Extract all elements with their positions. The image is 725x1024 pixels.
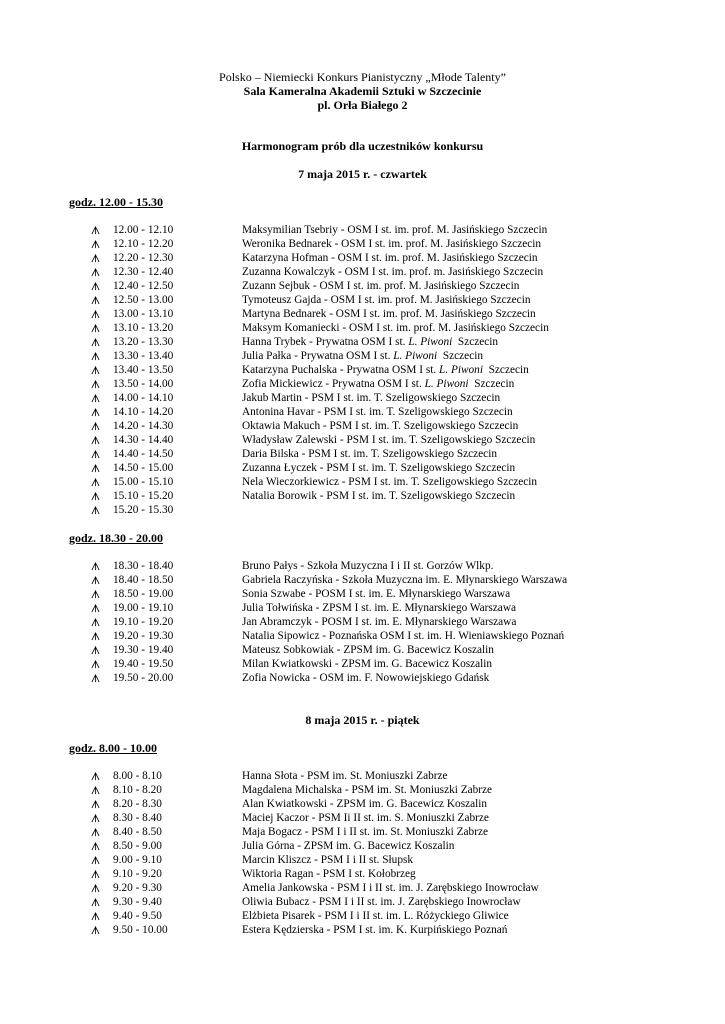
participant-entry: [242, 349, 483, 363]
participant-entry: Zuzann Sejbuk - OSM I st. im. prof. M. Jasińskiego Szczecin: [242, 280, 520, 292]
time-slot: 15.10 - 15.20: [113, 490, 174, 502]
time-slot: 14.50 - 15.00: [113, 462, 174, 474]
bullet-icon: [91, 786, 100, 795]
schedule-row: [91, 321, 691, 335]
time-slot: 18.50 - 19.00: [113, 588, 174, 600]
school-patron: L. Piwoni: [408, 336, 453, 348]
schedule-row: [91, 601, 691, 615]
time-slot: 12.20 - 12.30: [113, 252, 174, 264]
participant-entry: Maciej Kaczor - PSM Ii II st. im. S. Moniuszki Zabrze: [242, 812, 489, 824]
bullet-icon: [91, 450, 100, 459]
time-slot: 18.40 - 18.50: [113, 574, 174, 586]
time-slot: 19.50 - 20.00: [113, 672, 174, 684]
bullet-icon: [91, 492, 100, 501]
bullet-icon: [91, 338, 100, 347]
participant-entry: Natalia Borowik - PSM I st. im. T. Szeligowskiego Szczecin: [242, 490, 516, 502]
bullet-icon: [91, 898, 100, 907]
time-slot: 14.20 - 14.30: [113, 420, 174, 432]
schedule-row: [91, 657, 691, 671]
time-slot: 14.30 - 14.40: [113, 434, 174, 446]
schedule-row: [91, 447, 691, 461]
bullet-icon: [91, 856, 100, 865]
time-slot: 12.30 - 12.40: [113, 266, 174, 278]
bullet-icon: [91, 674, 100, 683]
bullet-icon: [91, 926, 100, 935]
schedule-row: [91, 839, 691, 853]
schedule-row: [91, 867, 691, 881]
participant-entry: Sonia Szwabe - POSM I st. im. E. Młynarskiego Warszawa: [242, 588, 511, 600]
time-slot: 14.00 - 14.10: [113, 392, 174, 404]
schedule-row: [91, 433, 691, 447]
time-slot: 19.40 - 19.50: [113, 658, 174, 670]
time-slot: 19.00 - 19.10: [113, 602, 174, 614]
time-slot: 12.50 - 13.00: [113, 294, 174, 306]
day1-title: 7 maja 2015 r. - czwartek: [298, 167, 427, 181]
bullet-icon: [91, 772, 100, 781]
time-slot: 18.30 - 18.40: [113, 560, 174, 572]
participant-entry: Martyna Bednarek - OSM I st. im. prof. M. Jasińskiego Szczecin: [242, 308, 536, 320]
day2-block1-list: [91, 769, 691, 937]
competition-title: Polsko – Niemiecki Konkurs Pianistyczny „Młode Talenty”: [219, 70, 506, 84]
schedule-row: [91, 405, 691, 419]
schedule-row: [91, 307, 691, 321]
bullet-icon: [91, 590, 100, 599]
schedule-row: [91, 349, 691, 363]
schedule-row: [91, 377, 691, 391]
bullet-icon: [91, 660, 100, 669]
bullet-icon: [91, 422, 100, 431]
participant-school: Katarzyna Puchalska - Prywatna OSM I st.: [242, 364, 440, 376]
bullet-icon: [91, 814, 100, 823]
bullet-icon: [91, 912, 100, 921]
time-slot: 13.10 - 13.20: [113, 322, 174, 334]
participant-entry: Gabriela Raczyńska - Szkoła Muzyczna im. E. Młynarskiego Warszawa: [242, 574, 568, 586]
participant-entry: Jakub Martin - PSM I st. im. T. Szeligowskiego Szczecin: [242, 392, 501, 404]
schedule-row: [91, 391, 691, 405]
time-slot: 19.10 - 19.20: [113, 616, 174, 628]
schedule-row: [91, 643, 691, 657]
participant-entry: Antonina Havar - PSM I st. im. T. Szeligowskiego Szczecin: [242, 406, 513, 418]
participant-entry: Bruno Pałys - Szkoła Muzyczna I i II st. Gorzów Wlkp.: [242, 560, 494, 572]
bullet-icon: [91, 436, 100, 445]
schedule-row: [91, 251, 691, 265]
time-slot: 12.10 - 12.20: [113, 238, 174, 250]
schedule-row: [91, 909, 691, 923]
participant-entry: [242, 363, 529, 377]
time-slot: 9.10 - 9.20: [113, 868, 162, 880]
venue-address: pl. Orła Białego 2: [317, 98, 408, 112]
schedule-row: [91, 265, 691, 279]
bullet-icon: [91, 226, 100, 235]
time-slot: 19.20 - 19.30: [113, 630, 174, 642]
time-slot: 13.30 - 13.40: [113, 350, 174, 362]
time-slot: 9.20 - 9.30: [113, 882, 162, 894]
schedule-row: [91, 419, 691, 433]
schedule-row: [91, 797, 691, 811]
schedule-row: [91, 503, 691, 517]
schedule-row: [91, 559, 691, 573]
participant-entry: Hanna Słota - PSM im. St. Moniuszki Zabrze: [242, 770, 448, 782]
schedule-row: [91, 237, 691, 251]
time-slot: 15.00 - 15.10: [113, 476, 174, 488]
participant-entry: Maja Bogacz - PSM I i II st. im. St. Moniuszki Zabrze: [242, 826, 488, 838]
bullet-icon: [91, 618, 100, 627]
participant-entry: Daria Bilska - PSM I st. im. T. Szeligowskiego Szczecin: [242, 448, 497, 460]
bullet-icon: [91, 380, 100, 389]
participant-entry: Zuzanna Łyczek - PSM I st. im. T. Szeligowskiego Szczecin: [242, 462, 516, 474]
time-slot: 14.10 - 14.20: [113, 406, 174, 418]
schedule-row: [91, 923, 691, 937]
participant-entry: [242, 377, 514, 391]
participant-entry: [242, 335, 498, 349]
schedule-row: [91, 881, 691, 895]
participant-entry: Katarzyna Hofman - OSM I st. im. prof. M. Jasińskiego Szczecin: [242, 252, 538, 264]
participant-entry: Tymoteusz Gajda - OSM I st. im. prof. M. Jasińskiego Szczecin: [242, 294, 531, 306]
bullet-icon: [91, 464, 100, 473]
school-patron: L. Piwoni: [424, 378, 469, 390]
bullet-icon: [91, 870, 100, 879]
schedule-row: [91, 671, 691, 685]
bullet-icon: [91, 408, 100, 417]
bullet-icon: [91, 884, 100, 893]
day1-block1-heading: godz. 12.00 - 15.30: [69, 195, 163, 209]
bullet-icon: [91, 506, 100, 515]
time-slot: 8.10 - 8.20: [113, 784, 162, 796]
day1-block2-list: [91, 559, 691, 685]
bullet-icon: [91, 646, 100, 655]
time-slot: 13.00 - 13.10: [113, 308, 174, 320]
participant-entry: Zuzanna Kowalczyk - OSM I st. im. prof. m. Jasińskiego Szczecin: [242, 266, 544, 278]
bullet-icon: [91, 282, 100, 291]
schedule-row: [91, 475, 691, 489]
schedule-row: [91, 279, 691, 293]
bullet-icon: [91, 576, 100, 585]
school-city: Szczecin: [468, 378, 515, 390]
bullet-icon: [91, 240, 100, 249]
schedule-row: [91, 223, 691, 237]
participant-entry: Natalia Sipowicz - Poznańska OSM I st. im. H. Wieniawskiego Poznań: [242, 630, 565, 642]
time-slot: 13.40 - 13.50: [113, 364, 174, 376]
school-city: Szczecin: [482, 364, 529, 376]
day1-block1-list: [91, 223, 691, 517]
schedule-row: [91, 293, 691, 307]
bullet-icon: [91, 394, 100, 403]
school-patron: L. Piwoni: [393, 350, 438, 362]
bullet-icon: [91, 268, 100, 277]
bullet-icon: [91, 632, 100, 641]
time-slot: 8.30 - 8.40: [113, 812, 162, 824]
time-slot: 9.50 - 10.00: [113, 924, 168, 936]
schedule-row: [91, 629, 691, 643]
participant-entry: Władysław Zalewski - PSM I st. im. T. Szeligowskiego Szczecin: [242, 434, 536, 446]
schedule-row: [91, 587, 691, 601]
schedule-row: [91, 783, 691, 797]
participant-entry: Oktawia Makuch - PSM I st. im. T. Szeligowskiego Szczecin: [242, 420, 519, 432]
participant-entry: Alan Kwiatkowski - ZPSM im. G. Bacewicz Koszalin: [242, 798, 488, 810]
participant-entry: Marcin Kliszcz - PSM I i II st. Słupsk: [242, 854, 414, 866]
time-slot: 14.40 - 14.50: [113, 448, 174, 460]
time-slot: 8.40 - 8.50: [113, 826, 162, 838]
participant-entry: Estera Kędzierska - PSM I st. im. K. Kurpińskiego Poznań: [242, 924, 508, 936]
time-slot: 13.50 - 14.00: [113, 378, 174, 390]
participant-entry: Maksym Komaniecki - OSM I st. im. prof. M. Jasińskiego Szczecin: [242, 322, 549, 334]
schedule-row: [91, 489, 691, 503]
participant-entry: Milan Kwiatkowski - ZPSM im. G. Bacewicz Koszalin: [242, 658, 493, 670]
time-slot: 13.20 - 13.30: [113, 336, 174, 348]
schedule-row: [91, 573, 691, 587]
bullet-icon: [91, 296, 100, 305]
venue-name: Sala Kameralna Akademii Sztuki w Szczecinie: [243, 84, 482, 98]
time-slot: 19.30 - 19.40: [113, 644, 174, 656]
participant-entry: Oliwia Bubacz - PSM I i II st. im. J. Zarębskiego Inowrocław: [242, 896, 521, 908]
time-slot: 12.00 - 12.10: [113, 224, 174, 236]
school-patron: L. Piwoni: [439, 364, 483, 376]
bullet-icon: [91, 478, 100, 487]
participant-school: Julia Pałka - Prywatna OSM I st.: [242, 350, 394, 362]
time-slot: 9.30 - 9.40: [113, 896, 162, 908]
participant-entry: Amelia Jankowska - PSM I i II st. im. J. Zarębskiego Inowrocław: [242, 882, 539, 894]
participant-entry: Zofia Nowicka - OSM im. F. Nowowiejskiego Gdańsk: [242, 672, 490, 684]
time-slot: 8.00 - 8.10: [113, 770, 162, 782]
participant-entry: Maksymilian Tsebriy - OSM I st. im. prof. M. Jasińskiego Szczecin: [242, 224, 548, 236]
participant-entry: Julia Tołwińska - ZPSM I st. im. E. Młynarskiego Warszawa: [242, 602, 516, 614]
participant-entry: Julia Górna - ZPSM im. G. Bacewicz Koszalin: [242, 840, 455, 852]
time-slot: 9.00 - 9.10: [113, 854, 162, 866]
time-slot: 15.20 - 15.30: [113, 504, 174, 516]
bullet-icon: [91, 800, 100, 809]
day1-block2-heading: godz. 18.30 - 20.00: [69, 531, 163, 545]
day2-title: 8 maja 2015 r. - piątek: [305, 713, 420, 727]
bullet-icon: [91, 352, 100, 361]
participant-entry: Elżbieta Pisarek - PSM I i II st. im. L. Różyckiego Gliwice: [242, 910, 509, 922]
bullet-icon: [91, 562, 100, 571]
participant-entry: Magdalena Michalska - PSM im. St. Moniuszki Zabrze: [242, 784, 493, 796]
bullet-icon: [91, 324, 100, 333]
schedule-row: [91, 461, 691, 475]
schedule-row: [91, 811, 691, 825]
schedule-row: [91, 615, 691, 629]
bullet-icon: [91, 310, 100, 319]
bullet-icon: [91, 828, 100, 837]
participant-entry: Wiktoria Ragan - PSM I st. Kołobrzeg: [242, 868, 416, 880]
schedule-row: [91, 769, 691, 783]
school-city: Szczecin: [437, 350, 483, 362]
schedule-row: [91, 895, 691, 909]
time-slot: 12.40 - 12.50: [113, 280, 174, 292]
participant-entry: Nela Wieczorkiewicz - PSM I st. im. T. Szeligowskiego Szczecin: [242, 476, 538, 488]
bullet-icon: [91, 366, 100, 375]
time-slot: 9.40 - 9.50: [113, 910, 162, 922]
participant-entry: Jan Abramczyk - POSM I st. im. E. Młynarskiego Warszawa: [242, 616, 517, 628]
schedule-row: [91, 825, 691, 839]
time-slot: 8.50 - 9.00: [113, 840, 162, 852]
participant-school: Hanna Trybek - Prywatna OSM I st.: [242, 336, 409, 348]
schedule-row: [91, 853, 691, 867]
bullet-icon: [91, 604, 100, 613]
participant-school: Zofia Mickiewicz - Prywatna OSM I st.: [242, 378, 425, 390]
day2-block1-heading: godz. 8.00 - 10.00: [69, 741, 157, 755]
participant-entry: Weronika Bednarek - OSM I st. im. prof. M. Jasińskiego Szczecin: [242, 238, 542, 250]
schedule-row: [91, 363, 691, 377]
schedule-row: [91, 335, 691, 349]
time-slot: 8.20 - 8.30: [113, 798, 162, 810]
bullet-icon: [91, 254, 100, 263]
schedule-title: Harmonogram prób dla uczestników konkursu: [241, 139, 484, 153]
bullet-icon: [91, 842, 100, 851]
school-city: Szczecin: [452, 336, 499, 348]
participant-entry: Mateusz Sobkowiak - ZPSM im. G. Bacewicz Koszalin: [242, 644, 494, 656]
